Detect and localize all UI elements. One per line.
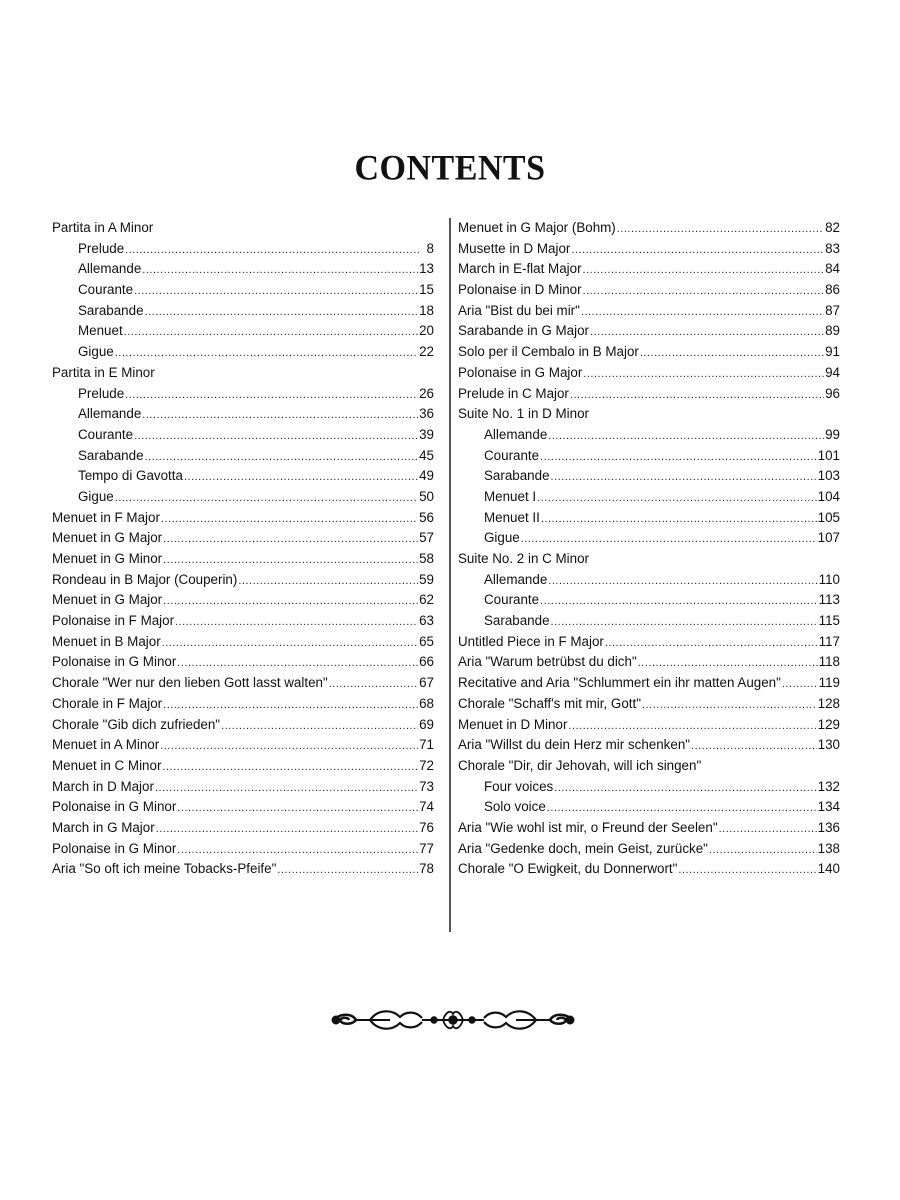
- toc-entry: [52, 508, 434, 529]
- toc-entry: [52, 487, 434, 508]
- toc-entry: [52, 652, 434, 673]
- dot-leader: [155, 778, 418, 799]
- dot-leader: [638, 653, 818, 674]
- dot-leader: [548, 571, 817, 592]
- toc-entry: [52, 632, 434, 653]
- toc-entry-title: Menuet in G Major: [52, 530, 163, 546]
- toc-entry: [458, 528, 840, 549]
- toc-page-number: 68: [419, 695, 434, 711]
- toc-section-heading: [52, 363, 434, 384]
- toc-page-number: 67: [419, 675, 434, 691]
- dot-leader: [184, 467, 418, 488]
- toc-page-number: 57: [419, 530, 434, 546]
- toc-entry: [52, 425, 434, 446]
- toc-entry: [458, 301, 840, 322]
- toc-page-number: 15: [419, 282, 434, 298]
- dot-leader: [142, 405, 418, 426]
- toc-page-number: 118: [818, 654, 840, 670]
- toc-entry: [458, 466, 840, 487]
- toc-entry: [52, 259, 434, 280]
- dot-leader: [162, 633, 418, 654]
- toc-entry-title: Menuet: [78, 323, 123, 339]
- toc-entry-title: Menuet in G Minor: [52, 551, 163, 566]
- dot-leader: [145, 447, 419, 468]
- toc-entry-title: Courante: [78, 426, 134, 442]
- toc-entry: [458, 652, 840, 673]
- toc-entry: [458, 384, 840, 405]
- toc-entry: [458, 859, 840, 880]
- dot-leader: [571, 240, 824, 261]
- toc-entry: [52, 611, 434, 632]
- toc-entry: [458, 259, 840, 280]
- toc-entry-title: Chorale in F Major: [52, 695, 163, 711]
- toc-page-number: 69: [419, 716, 434, 732]
- toc-page-number: 50: [419, 488, 434, 504]
- dot-leader: [583, 260, 825, 281]
- toc-entry-title: Polonaise in G Minor: [52, 799, 177, 815]
- dot-leader: [719, 819, 817, 840]
- toc-entry-title: Recitative and Aria "Schlummert ein ihr matten Augen": [458, 675, 781, 691]
- toc-page-number: 39: [419, 426, 434, 442]
- toc-entry-title: Gigue: [78, 488, 114, 504]
- toc-page-number: 8: [426, 240, 434, 256]
- toc-entry-title: Sarabande: [484, 468, 550, 484]
- toc-page-number: 36: [419, 406, 434, 422]
- toc-entry-title: Aria "Warum betrübst du dich": [458, 654, 637, 670]
- toc-entry: [458, 570, 840, 591]
- toc-page-number: 62: [419, 592, 434, 608]
- toc-entry-title: Prelude: [78, 385, 125, 401]
- toc-entry-title: Four voices: [484, 778, 554, 794]
- toc-entry: [52, 446, 434, 467]
- dot-leader: [163, 529, 418, 550]
- toc-entry: [52, 239, 434, 260]
- toc-entry: [52, 859, 434, 880]
- dot-leader: [521, 529, 817, 550]
- toc-page-number: 74: [419, 799, 434, 815]
- page-title: CONTENTS: [354, 149, 546, 188]
- toc-entry-title: Gigue: [78, 344, 114, 360]
- toc-page-number: 99: [825, 426, 840, 442]
- dot-leader: [547, 798, 817, 819]
- toc-page-number: 113: [818, 592, 840, 608]
- toc-entry: [458, 590, 840, 611]
- dot-leader: [134, 426, 418, 447]
- toc-entry-title: Polonaise in G Minor: [52, 840, 177, 856]
- toc-entry-title: Aria "Willst du dein Herz mir schenken": [458, 737, 691, 753]
- toc-section-heading: [458, 404, 840, 425]
- dot-leader: [590, 322, 824, 343]
- toc-page-number: 56: [419, 509, 434, 525]
- toc-page-number: 63: [419, 613, 434, 629]
- toc-entry-title: Partita in A Minor: [52, 220, 154, 235]
- toc-entry-title: Chorale "Schaff's mit mir, Gott": [458, 695, 641, 711]
- toc-page-number: 83: [825, 240, 840, 256]
- toc-page-number: 72: [419, 757, 434, 773]
- toc-entry-title: Menuet in B Major: [52, 633, 161, 649]
- toc-entry: [458, 218, 840, 239]
- toc-entry-title: Menuet in D Minor: [458, 716, 568, 732]
- toc-entry-title: Menuet in A Minor: [52, 737, 160, 753]
- toc-entry-title: Menuet in G Major: [52, 592, 163, 608]
- toc-entry-title: Polonaise in G Major: [458, 364, 583, 380]
- toc-entry-title: Polonaise in D Minor: [458, 282, 582, 298]
- dot-leader: [617, 219, 824, 240]
- toc-entry: [52, 673, 434, 694]
- toc-page-number: 96: [825, 385, 840, 401]
- toc-entry: [52, 590, 434, 611]
- toc-entry-title: Suite No. 1 in D Minor: [458, 406, 589, 422]
- toc-page-number: 104: [817, 488, 840, 504]
- toc-entry-title: March in D Major: [52, 778, 154, 794]
- toc-entry-title: Courante: [484, 592, 540, 608]
- dot-leader: [125, 385, 418, 406]
- toc-entry-title: Solo per il Cembalo in B Major: [458, 344, 639, 360]
- toc-entry: [458, 673, 840, 694]
- toc-entry-title: Tempo di Gavotta: [78, 468, 183, 484]
- dot-leader: [709, 840, 817, 861]
- dot-leader: [124, 322, 418, 343]
- toc-page-number: 101: [817, 447, 840, 463]
- toc-page-number: 66: [419, 654, 434, 670]
- toc-page-number: 128: [817, 695, 840, 711]
- toc-entry: [458, 239, 840, 260]
- toc-page-number: 107: [817, 530, 840, 546]
- toc-entry: [458, 839, 840, 860]
- toc-entry: [52, 818, 434, 839]
- toc-page-number: 78: [419, 861, 434, 877]
- toc-entry: [52, 839, 434, 860]
- toc-entry-title: Chorale "Wer nur den lieben Gott lasst walten": [52, 675, 328, 691]
- dot-leader: [329, 674, 418, 695]
- dot-leader: [570, 385, 824, 406]
- dot-leader: [640, 343, 824, 364]
- dot-leader: [540, 447, 817, 468]
- toc-page-number: 13: [419, 261, 434, 277]
- column-divider: [449, 218, 451, 932]
- toc-page-number: 110: [818, 571, 840, 587]
- toc-entry-title: March in E-flat Major: [458, 261, 582, 277]
- dot-leader: [678, 860, 816, 881]
- toc-entry-title: Menuet in C Minor: [52, 757, 162, 773]
- dot-leader: [537, 488, 817, 509]
- toc-page-number: 84: [825, 261, 840, 277]
- dot-leader: [541, 509, 817, 530]
- toc-page-number: 130: [817, 737, 840, 753]
- toc-entry-title: Solo voice: [484, 799, 546, 815]
- toc-entry-title: Prelude in C Major: [458, 385, 569, 401]
- toc-entry-title: Suite No. 2 in C Minor: [458, 551, 589, 566]
- dot-leader: [583, 281, 825, 302]
- toc-page-number: 49: [419, 468, 434, 484]
- toc-entry-title: Rondeau in B Major (Couperin): [52, 571, 238, 587]
- dot-leader: [134, 281, 418, 302]
- toc-page-number: 65: [419, 633, 434, 649]
- dot-leader: [554, 778, 816, 799]
- dot-leader: [177, 798, 418, 819]
- toc-entry: [52, 404, 434, 425]
- toc-page-number: 20: [419, 323, 434, 339]
- dot-leader: [548, 426, 824, 447]
- toc-entry-title: Polonaise in F Major: [52, 613, 175, 629]
- toc-page-number: 136: [817, 819, 840, 835]
- dot-leader: [162, 757, 418, 778]
- toc-entry: [458, 777, 840, 798]
- toc-section-heading: [52, 218, 434, 239]
- dot-leader: [163, 591, 418, 612]
- dot-leader: [277, 860, 418, 881]
- dot-leader: [642, 695, 817, 716]
- toc-entry-title: Courante: [78, 282, 134, 298]
- toc-entry-title: Sarabande: [78, 302, 144, 318]
- toc-entry: [52, 715, 434, 736]
- toc-entry: [458, 735, 840, 756]
- dot-leader: [160, 736, 418, 757]
- toc-entry-title: Allemande: [484, 426, 548, 442]
- toc-entry: [52, 321, 434, 342]
- toc-entry: [458, 321, 840, 342]
- toc-page-number: 71: [419, 737, 434, 753]
- dot-leader: [142, 260, 418, 281]
- toc-entry: [52, 694, 434, 715]
- toc-page-number: 119: [818, 675, 840, 691]
- toc-section-heading: [458, 549, 840, 570]
- toc-entry: [458, 715, 840, 736]
- toc-entry: [52, 342, 434, 363]
- contents-left-column: [52, 218, 434, 880]
- toc-page-number: 105: [817, 509, 840, 525]
- toc-entry-title: Sarabande: [484, 613, 550, 629]
- toc-page-number: 91: [825, 344, 840, 360]
- toc-entry: [458, 342, 840, 363]
- dot-leader: [115, 488, 418, 509]
- dot-leader: [115, 343, 418, 364]
- toc-entry-title: Musette in D Major: [458, 240, 571, 256]
- toc-page-number: 86: [825, 282, 840, 298]
- dot-leader: [568, 716, 816, 737]
- toc-page-number: 59: [419, 571, 434, 587]
- toc-entry-title: Allemande: [78, 406, 142, 422]
- dot-leader: [581, 302, 824, 323]
- dot-leader: [177, 840, 418, 861]
- toc-entry-title: Aria "Bist du bei mir": [458, 302, 580, 318]
- toc-entry-title: Prelude: [78, 240, 125, 256]
- fleuron-ornament-icon: [330, 1005, 576, 1035]
- toc-entry-title: Aria "So oft ich meine Tobacks-Pfeife": [52, 861, 277, 877]
- toc-entry: [458, 797, 840, 818]
- dot-leader: [583, 364, 824, 385]
- toc-section-heading: [458, 756, 840, 777]
- dot-leader: [175, 612, 418, 633]
- toc-entry-title: Chorale "Dir, dir Jehovah, will ich singen": [458, 757, 702, 773]
- toc-entry: [458, 694, 840, 715]
- toc-entry: [52, 570, 434, 591]
- dot-leader: [605, 633, 818, 654]
- toc-entry-title: Polonaise in G Minor: [52, 654, 177, 670]
- toc-page-number: 132: [817, 778, 840, 794]
- toc-entry-title: Aria "Wie wohl ist mir, o Freund der Seelen": [458, 819, 718, 835]
- toc-entry: [52, 280, 434, 301]
- dot-leader: [125, 240, 419, 261]
- dot-leader: [177, 653, 418, 674]
- contents-right-column: [458, 218, 840, 880]
- toc-entry-title: Menuet in F Major: [52, 509, 160, 525]
- toc-entry-title: Allemande: [78, 261, 142, 277]
- toc-page-number: 82: [825, 220, 840, 235]
- toc-entry: [52, 528, 434, 549]
- toc-entry: [52, 735, 434, 756]
- toc-entry-title: Untitled Piece in F Major: [458, 633, 604, 649]
- toc-entry-title: March in G Major: [52, 819, 155, 835]
- toc-entry: [458, 425, 840, 446]
- toc-entry: [458, 487, 840, 508]
- toc-page-number: 138: [817, 840, 840, 856]
- toc-page-number: 117: [818, 633, 840, 649]
- dot-leader: [163, 550, 418, 571]
- toc-page-number: 134: [817, 799, 840, 815]
- toc-page-number: 103: [817, 468, 840, 484]
- toc-entry-title: Menuet in G Major (Bohm): [458, 220, 616, 235]
- dot-leader: [145, 302, 419, 323]
- dot-leader: [156, 819, 418, 840]
- toc-entry: [52, 301, 434, 322]
- toc-page-number: 89: [825, 323, 840, 339]
- toc-page-number: 87: [825, 302, 840, 318]
- dot-leader: [551, 467, 817, 488]
- toc-page-number: 115: [818, 613, 840, 629]
- toc-entry-title: Chorale "O Ewigkeit, du Donnerwort": [458, 861, 678, 877]
- toc-entry: [458, 363, 840, 384]
- toc-entry: [52, 756, 434, 777]
- dot-leader: [221, 716, 418, 737]
- toc-entry: [52, 549, 434, 570]
- toc-page-number: 94: [825, 364, 840, 380]
- toc-page-number: 77: [419, 840, 434, 856]
- dot-leader: [161, 509, 418, 530]
- dot-leader: [163, 695, 418, 716]
- toc-entry: [52, 384, 434, 405]
- toc-page-number: 76: [419, 819, 434, 835]
- toc-page-number: 22: [419, 344, 434, 360]
- dot-leader: [691, 736, 817, 757]
- toc-entry-title: Sarabande: [78, 447, 144, 463]
- toc-page-number: 26: [419, 385, 434, 401]
- toc-entry-title: Aria "Gedenke doch, mein Geist, zurücke": [458, 840, 708, 856]
- toc-entry: [458, 446, 840, 467]
- toc-page-number: 45: [419, 447, 434, 463]
- toc-entry-title: Allemande: [484, 571, 548, 587]
- dot-leader: [540, 591, 818, 612]
- toc-page-number: 73: [419, 778, 434, 794]
- toc-entry: [52, 797, 434, 818]
- toc-entry-title: Sarabande in G Major: [458, 323, 590, 339]
- toc-entry-title: Gigue: [484, 530, 520, 546]
- toc-entry-title: Menuet II: [484, 509, 540, 525]
- toc-page-number: 129: [817, 716, 840, 732]
- toc-entry: [52, 777, 434, 798]
- toc-entry: [458, 508, 840, 529]
- toc-entry: [458, 280, 840, 301]
- toc-entry: [458, 632, 840, 653]
- toc-entry-title: Partita in E Minor: [52, 364, 155, 380]
- toc-page-number: 18: [419, 302, 434, 318]
- toc-entry: [52, 466, 434, 487]
- toc-entry: [458, 611, 840, 632]
- dot-leader: [238, 571, 418, 592]
- toc-entry: [458, 818, 840, 839]
- toc-entry-title: Menuet I: [484, 488, 537, 504]
- toc-page-number: 58: [419, 551, 434, 566]
- dot-leader: [551, 612, 818, 633]
- dot-leader: [782, 674, 818, 695]
- toc-entry-title: Courante: [484, 447, 540, 463]
- toc-page-number: 140: [817, 861, 840, 877]
- toc-entry-title: Chorale "Gib dich zufrieden": [52, 716, 221, 732]
